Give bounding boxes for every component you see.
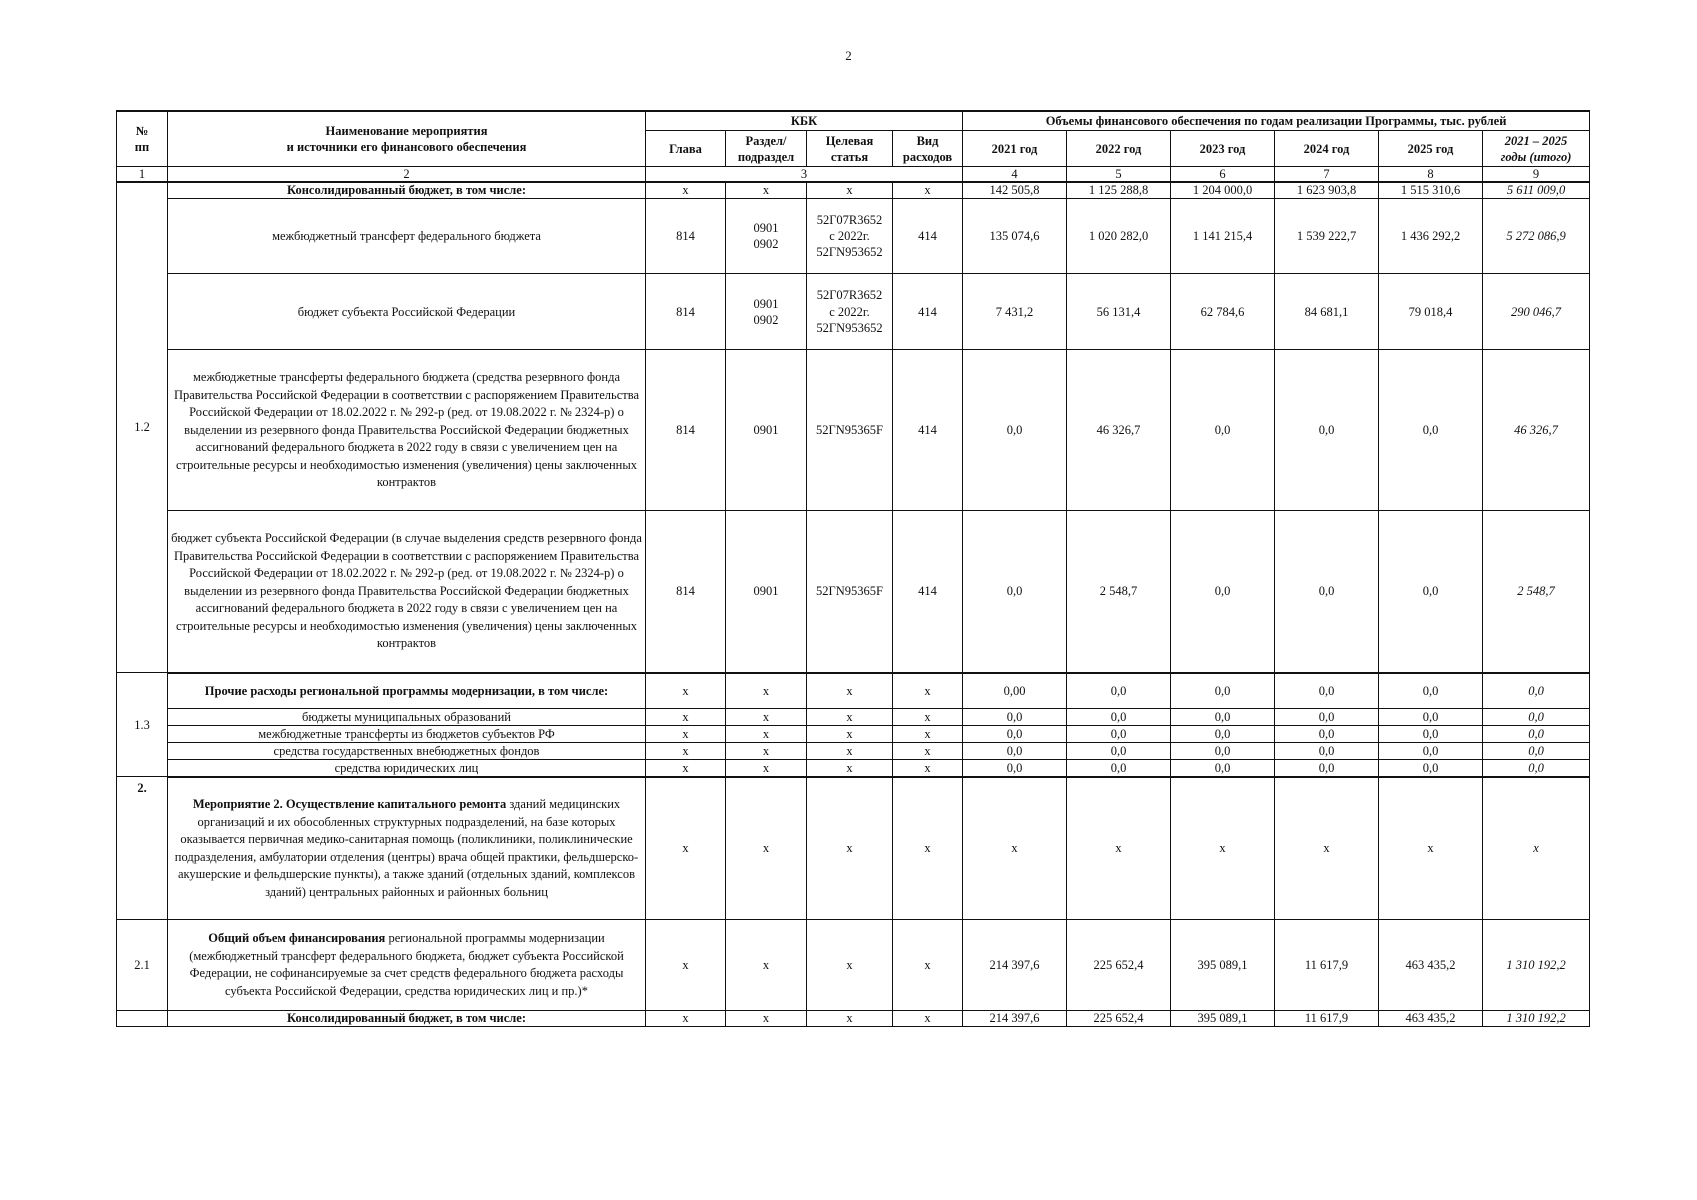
kbk-cell: х [893, 182, 963, 199]
header-total: 2021 – 2025 годы (итого) [1483, 131, 1590, 167]
kbk-cell: х [893, 673, 963, 709]
row-label: межбюджетные трансферты федерального бюджета (средства резервного фонда Правительства Российской Федерации в соответствии с распоряжением Правительства Российской Федерации от 18.02.2022 г. № 292-р (ред. от 19.08.2022 г. № 2324-р) о выделении из резервного фонда Правительства Российской Федерации бюджетных ассигнований федерального бюджета в 2022 году в связи с увеличением цен на строительные ресурсы и необходимостью изменения (увеличения) цены заключенных контрактов [168, 350, 646, 511]
total-cell: 1 310 192,2 [1483, 1011, 1590, 1027]
row-label: Консолидированный бюджет, в том числе: [168, 182, 646, 199]
value-cell: 214 397,6 [963, 920, 1067, 1011]
value-cell: 1 020 282,0 [1067, 199, 1171, 274]
total-cell: 5 272 086,9 [1483, 199, 1590, 274]
value-cell: 11 617,9 [1275, 1011, 1379, 1027]
table-row-reserve-subj [117, 511, 1590, 673]
value-cell: 0,0 [1275, 726, 1379, 743]
index-cell: 5 [1067, 167, 1171, 183]
value-cell: 2 548,7 [1067, 511, 1171, 673]
index-cell: 4 [963, 167, 1067, 183]
kbk-cell: 414 [893, 511, 963, 673]
value-cell: 1 125 288,8 [1067, 182, 1171, 199]
kbk-cell: х [726, 1011, 807, 1027]
value-cell: 79 018,4 [1379, 274, 1483, 350]
row-label [168, 777, 646, 920]
value-cell: 142 505,8 [963, 182, 1067, 199]
total-cell: х [1483, 777, 1590, 920]
kbk-cell: 0901 [726, 511, 807, 673]
table-row-other [117, 673, 1590, 709]
kbk-cell: 814 [646, 511, 726, 673]
value-cell: 1 515 310,6 [1379, 182, 1483, 199]
value-cell: 0,0 [1275, 673, 1379, 709]
row-label-bold: Общий объем финансирования [208, 931, 386, 946]
header-year-2021: 2021 год [963, 131, 1067, 167]
kbk-cell: х [646, 743, 726, 760]
total-cell: 46 326,7 [1483, 350, 1590, 511]
row-label: бюджет субъекта Российской Федерации (в случае выделения средств резервного фонда Правительства Российской Федерации в соответствии с распоряжением Правительства Российской Федерации от 18.02.2022 г. № 292-р (ред. от 19.08.2022 г. № 2324-р) о выделении из резервного фонда Правительства Российской Федерации бюджетных ассигнований федерального бюджета в 2022 году в связи с увеличением цен на строительные ресурсы и необходимостью изменения (увеличения) цены заключенных контрактов [168, 511, 646, 673]
value-cell: 0,0 [1171, 673, 1275, 709]
header-year-2025: 2025 год [1379, 131, 1483, 167]
value-cell: 0,0 [1379, 743, 1483, 760]
value-cell: 0,0 [963, 511, 1067, 673]
row-label: межбюджетные трансферты из бюджетов субъектов РФ [168, 726, 646, 743]
header-year-2023: 2023 год [1171, 131, 1275, 167]
kbk-cell: х [807, 760, 893, 777]
header-kbk: КБК [646, 111, 963, 131]
row-label: Прочие расходы региональной программы модернизации, в том числе: [168, 673, 646, 709]
value-cell: 0,0 [1379, 350, 1483, 511]
table-row-funds [117, 743, 1590, 760]
value-cell: 0,0 [1171, 350, 1275, 511]
value-cell: 56 131,4 [1067, 274, 1171, 350]
kbk-cell: 814 [646, 274, 726, 350]
value-cell: 0,0 [1275, 511, 1379, 673]
value-cell: 0,0 [1067, 726, 1171, 743]
value-cell: 0,0 [963, 743, 1067, 760]
kbk-cell: х [726, 777, 807, 920]
kbk-cell: х [646, 182, 726, 199]
value-cell: 463 435,2 [1379, 920, 1483, 1011]
value-cell: 0,0 [1379, 511, 1483, 673]
kbk-cell: х [807, 726, 893, 743]
kbk-cell: 0901 0902 [726, 274, 807, 350]
page-number: 2 [845, 48, 852, 63]
kbk-cell: 814 [646, 199, 726, 274]
value-cell: 1 436 292,2 [1379, 199, 1483, 274]
row-label-rest: зданий медицинских организаций и их обособленных структурных подразделений, на базе которых оказывается первичная медико-санитарная помощь (поликлиники, поликлинические подразделения, амбулатории отделения (центры) врача общей практики, фельдшерско-акушерские и фельдшерские пункты), а также зданий (отдельных зданий, комплексов зданий) центральных районных и районных больниц [174, 797, 639, 899]
value-cell: 1 539 222,7 [1275, 199, 1379, 274]
value-cell: 0,0 [1379, 709, 1483, 726]
total-cell: 290 046,7 [1483, 274, 1590, 350]
total-cell: 0,0 [1483, 673, 1590, 709]
kbk-cell: 52ГN95365F [807, 511, 893, 673]
header-year-2024: 2024 год [1275, 131, 1379, 167]
value-cell: 135 074,6 [963, 199, 1067, 274]
kbk-cell: х [646, 777, 726, 920]
header-glava: Глава [646, 131, 726, 167]
value-cell: х [1275, 777, 1379, 920]
kbk-cell: х [726, 673, 807, 709]
kbk-cell: х [646, 673, 726, 709]
total-cell: 1 310 192,2 [1483, 920, 1590, 1011]
value-cell: 0,0 [1275, 760, 1379, 777]
header-vid: Вид расходов [893, 131, 963, 167]
table-row-legal [117, 760, 1590, 777]
value-cell: 0,0 [1379, 760, 1483, 777]
total-cell: 2 548,7 [1483, 511, 1590, 673]
kbk-cell: х [893, 709, 963, 726]
table-row-measure-2 [117, 777, 1590, 920]
value-cell: 0,0 [1379, 673, 1483, 709]
kbk-cell: 414 [893, 274, 963, 350]
row-label [168, 920, 646, 1011]
kbk-cell: х [646, 760, 726, 777]
table-row-consolidated [117, 182, 1590, 199]
value-cell: 0,0 [963, 760, 1067, 777]
value-cell: 0,0 [963, 350, 1067, 511]
index-cell: 9 [1483, 167, 1590, 183]
row-label: бюджет субъекта Российской Федерации [168, 274, 646, 350]
value-cell: 395 089,1 [1171, 1011, 1275, 1027]
row-num-1-2: 1.2 [117, 182, 168, 673]
value-cell: 0,0 [1171, 511, 1275, 673]
value-cell: 62 784,6 [1171, 274, 1275, 350]
kbk-cell: 0901 0902 [726, 199, 807, 274]
row-label: Консолидированный бюджет, в том числе: [168, 1011, 646, 1027]
kbk-cell: х [726, 709, 807, 726]
kbk-cell: х [807, 777, 893, 920]
index-cell: 1 [117, 167, 168, 183]
row-label: бюджеты муниципальных образований [168, 709, 646, 726]
table-row-interbudget [117, 726, 1590, 743]
value-cell: 0,0 [1171, 743, 1275, 760]
total-cell: 5 611 009,0 [1483, 182, 1590, 199]
kbk-cell: х [646, 1011, 726, 1027]
value-cell: 0,0 [963, 726, 1067, 743]
kbk-cell: х [893, 726, 963, 743]
value-cell: х [1171, 777, 1275, 920]
financing-table [116, 110, 1590, 1027]
header-volumes: Объемы финансового обеспечения по годам реализации Программы, тыс. рублей [963, 111, 1590, 131]
index-row [117, 167, 1590, 183]
row-label: средства государственных внебюджетных фондов [168, 743, 646, 760]
value-cell: 0,0 [1171, 760, 1275, 777]
kbk-cell: х [726, 182, 807, 199]
value-cell: 225 652,4 [1067, 1011, 1171, 1027]
row-num-empty [117, 1011, 168, 1027]
kbk-cell: х [646, 726, 726, 743]
kbk-cell: х [807, 709, 893, 726]
value-cell: 84 681,1 [1275, 274, 1379, 350]
value-cell: 0,0 [1067, 673, 1171, 709]
total-cell: 0,0 [1483, 743, 1590, 760]
value-cell: 0,0 [1171, 709, 1275, 726]
value-cell: 0,0 [1379, 726, 1483, 743]
value-cell: 0,0 [1275, 709, 1379, 726]
kbk-cell: х [893, 920, 963, 1011]
row-label: средства юридических лиц [168, 760, 646, 777]
value-cell: х [1379, 777, 1483, 920]
kbk-cell: х [646, 709, 726, 726]
kbk-cell: х [807, 1011, 893, 1027]
row-num-1-3: 1.3 [117, 673, 168, 777]
value-cell: 0,0 [1067, 743, 1171, 760]
value-cell: 1 204 000,0 [1171, 182, 1275, 199]
value-cell: 225 652,4 [1067, 920, 1171, 1011]
header-year-2022: 2022 год [1067, 131, 1171, 167]
kbk-cell: х [893, 1011, 963, 1027]
table-row-subject [117, 274, 1590, 350]
value-cell: х [963, 777, 1067, 920]
value-cell: 0,0 [963, 709, 1067, 726]
row-num-2-1: 2.1 [117, 920, 168, 1011]
kbk-cell: х [807, 673, 893, 709]
header-num: № пп [117, 111, 168, 167]
kbk-cell: 52ГN95365F [807, 350, 893, 511]
value-cell: 214 397,6 [963, 1011, 1067, 1027]
value-cell: 395 089,1 [1171, 920, 1275, 1011]
row-label: межбюджетный трансферт федерального бюджета [168, 199, 646, 274]
kbk-cell: х [807, 743, 893, 760]
total-cell: 0,0 [1483, 760, 1590, 777]
index-cell: 7 [1275, 167, 1379, 183]
value-cell: 0,0 [1275, 743, 1379, 760]
value-cell: х [1067, 777, 1171, 920]
value-cell: 463 435,2 [1379, 1011, 1483, 1027]
kbk-cell: х [807, 182, 893, 199]
table-row-consolidated-2 [117, 1011, 1590, 1027]
kbk-cell: х [646, 920, 726, 1011]
kbk-cell: 52Г07R3652 с 2022г. 52ГN953652 [807, 274, 893, 350]
header-celevaya: Целевая статья [807, 131, 893, 167]
total-cell: 0,0 [1483, 709, 1590, 726]
kbk-cell: 414 [893, 199, 963, 274]
kbk-cell: х [726, 920, 807, 1011]
index-cell: 6 [1171, 167, 1275, 183]
index-cell: 2 [168, 167, 646, 183]
row-label-bold: Мероприятие 2. Осуществление капитального ремонта [192, 797, 507, 811]
kbk-cell: 414 [893, 350, 963, 511]
table-row-reserve-fed [117, 350, 1590, 511]
kbk-cell: х [726, 760, 807, 777]
value-cell: 46 326,7 [1067, 350, 1171, 511]
row-label-rest: региональной программы модернизации (межбюджетный трансферт федерального бюджета, бюджет субъекта Российской Федерации, не софинансируемые за счет средств федерального бюджета расходы субъекта Российской Федерации, средства юридических лиц и пр.)* [189, 931, 624, 998]
header-name: Наименование мероприятия и источники его финансового обеспечения [168, 111, 646, 167]
kbk-cell: х [726, 726, 807, 743]
table-row-municipal [117, 709, 1590, 726]
value-cell: 0,00 [963, 673, 1067, 709]
kbk-cell: х [893, 743, 963, 760]
kbk-cell: 52Г07R3652 с 2022г. 52ГN953652 [807, 199, 893, 274]
value-cell: 0,0 [1275, 350, 1379, 511]
kbk-cell: х [893, 777, 963, 920]
kbk-cell: 814 [646, 350, 726, 511]
table-row-fed [117, 199, 1590, 274]
total-cell: 0,0 [1483, 726, 1590, 743]
header-razdel-text: Раздел/ подраздел [737, 133, 795, 164]
value-cell: 11 617,9 [1275, 920, 1379, 1011]
value-cell: 0,0 [1171, 726, 1275, 743]
kbk-cell: х [807, 920, 893, 1011]
index-cell: 3 [646, 167, 963, 183]
value-cell: 7 431,2 [963, 274, 1067, 350]
kbk-cell: 0901 [726, 350, 807, 511]
index-cell: 8 [1379, 167, 1483, 183]
header-razdel [726, 131, 807, 167]
value-cell: 1 141 215,4 [1171, 199, 1275, 274]
kbk-cell: х [726, 743, 807, 760]
value-cell: 1 623 903,8 [1275, 182, 1379, 199]
kbk-cell: х [893, 760, 963, 777]
value-cell: 0,0 [1067, 760, 1171, 777]
value-cell: 0,0 [1067, 709, 1171, 726]
table-row-total-2-1 [117, 920, 1590, 1011]
row-num-2: 2. [117, 777, 168, 920]
